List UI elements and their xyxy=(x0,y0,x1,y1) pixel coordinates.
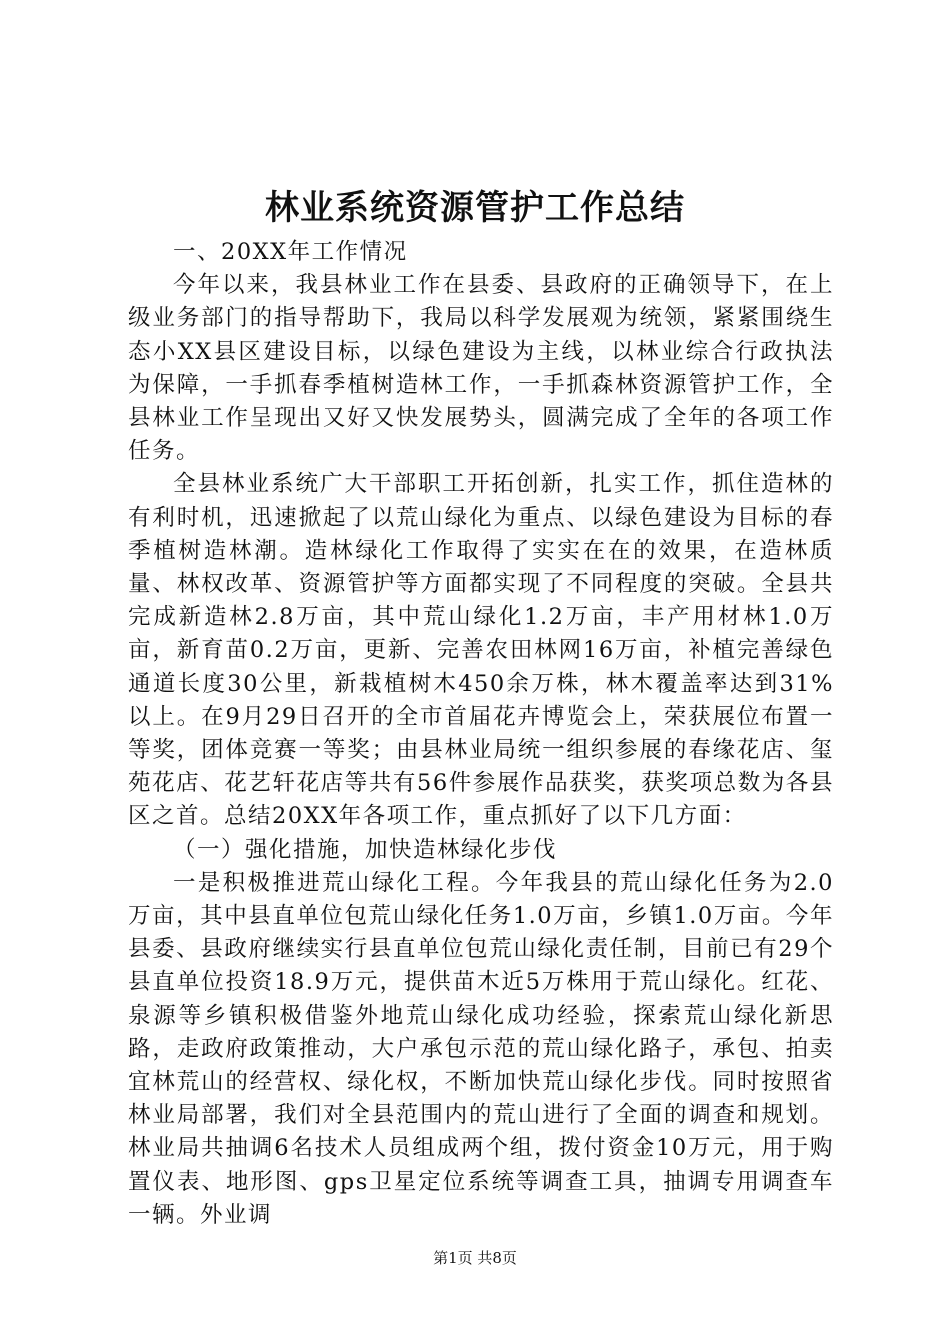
section-heading: 一、20XX年工作情况 xyxy=(173,239,408,265)
body-paragraph: 全县林业系统广大干部职工开拓创新，扎实工作，抓住造林的有利时机，迅速掀起了以荒山绿化为重点、以绿色建设为目标的春季植树造林潮。造林绿化工作取得了实实在在的效果，在造林质量、林权改革、资源管护等方面都实现了不同程度的突破。全县共完成新造林2.8万亩，其中荒山绿化1.2万亩，丰产用材林1.0万亩，新育苗0.2万亩，更新、完善农田林网16万亩，补植完善绿色通道长度30公里，新栽植树木450余万株，林木覆盖率达到31%以上。在9月29日召开的全市首届花卉博览会上，荣获展位布置一等奖，团体竞赛一等奖；由县林业局统一组织参展的春缘花店、玺苑花店、花艺轩花店等共有56件参展作品获奖，获奖项总数为各县区之首。总结20XX年各项工作，重点抓好了以下几方面： xyxy=(128,471,834,830)
body-paragraph: 一是积极推进荒山绿化工程。今年我县的荒山绿化任务为2.0万亩，其中县直单位包荒山绿化任务1.0万亩，乡镇1.0万亩。今年县委、县政府继续实行县直单位包荒山绿化责任制，目前已有29个县直单位投资18.9万元，提供苗木近5万株用于荒山绿化。红花、泉源等乡镇积极借鉴外地荒山绿化成功经验，探索荒山绿化新思路，走政府政策推动，大户承包示范的荒山绿化路子，承包、拍卖宜林荒山的经营权、绿化权，不断加快荒山绿化步伐。同时按照省林业局部署，我们对全县范围内的荒山进行了全面的调查和规划。林业局共抽调6名技术人员组成两个组，拨付资金10万元，用于购置仪表、地形图、gps卫星定位系统等调查工具，抽调专用调查车一辆。外业调 xyxy=(128,869,834,1228)
document-title: 林业系统资源管护工作总结 xyxy=(265,188,685,228)
subsection-heading: （一）强化措施，加快造林绿化步伐 xyxy=(173,836,558,863)
document-body xyxy=(128,236,834,1232)
page-footer: 第1页 共8页 xyxy=(433,1249,517,1267)
body-paragraph: 今年以来，我县林业工作在县委、县政府的正确领导下，在上级业务部门的指导帮助下，我局以科学发展观为统领，紧紧围绕生态小XX县区建设目标，以绿色建设为主线，以林业综合行政执法为保障，一手抓春季植树造林工作，一手抓森林资源管护工作，全县林业工作呈现出又好又快发展势头，圆满完成了全年的各项工作任务。 xyxy=(128,272,834,465)
